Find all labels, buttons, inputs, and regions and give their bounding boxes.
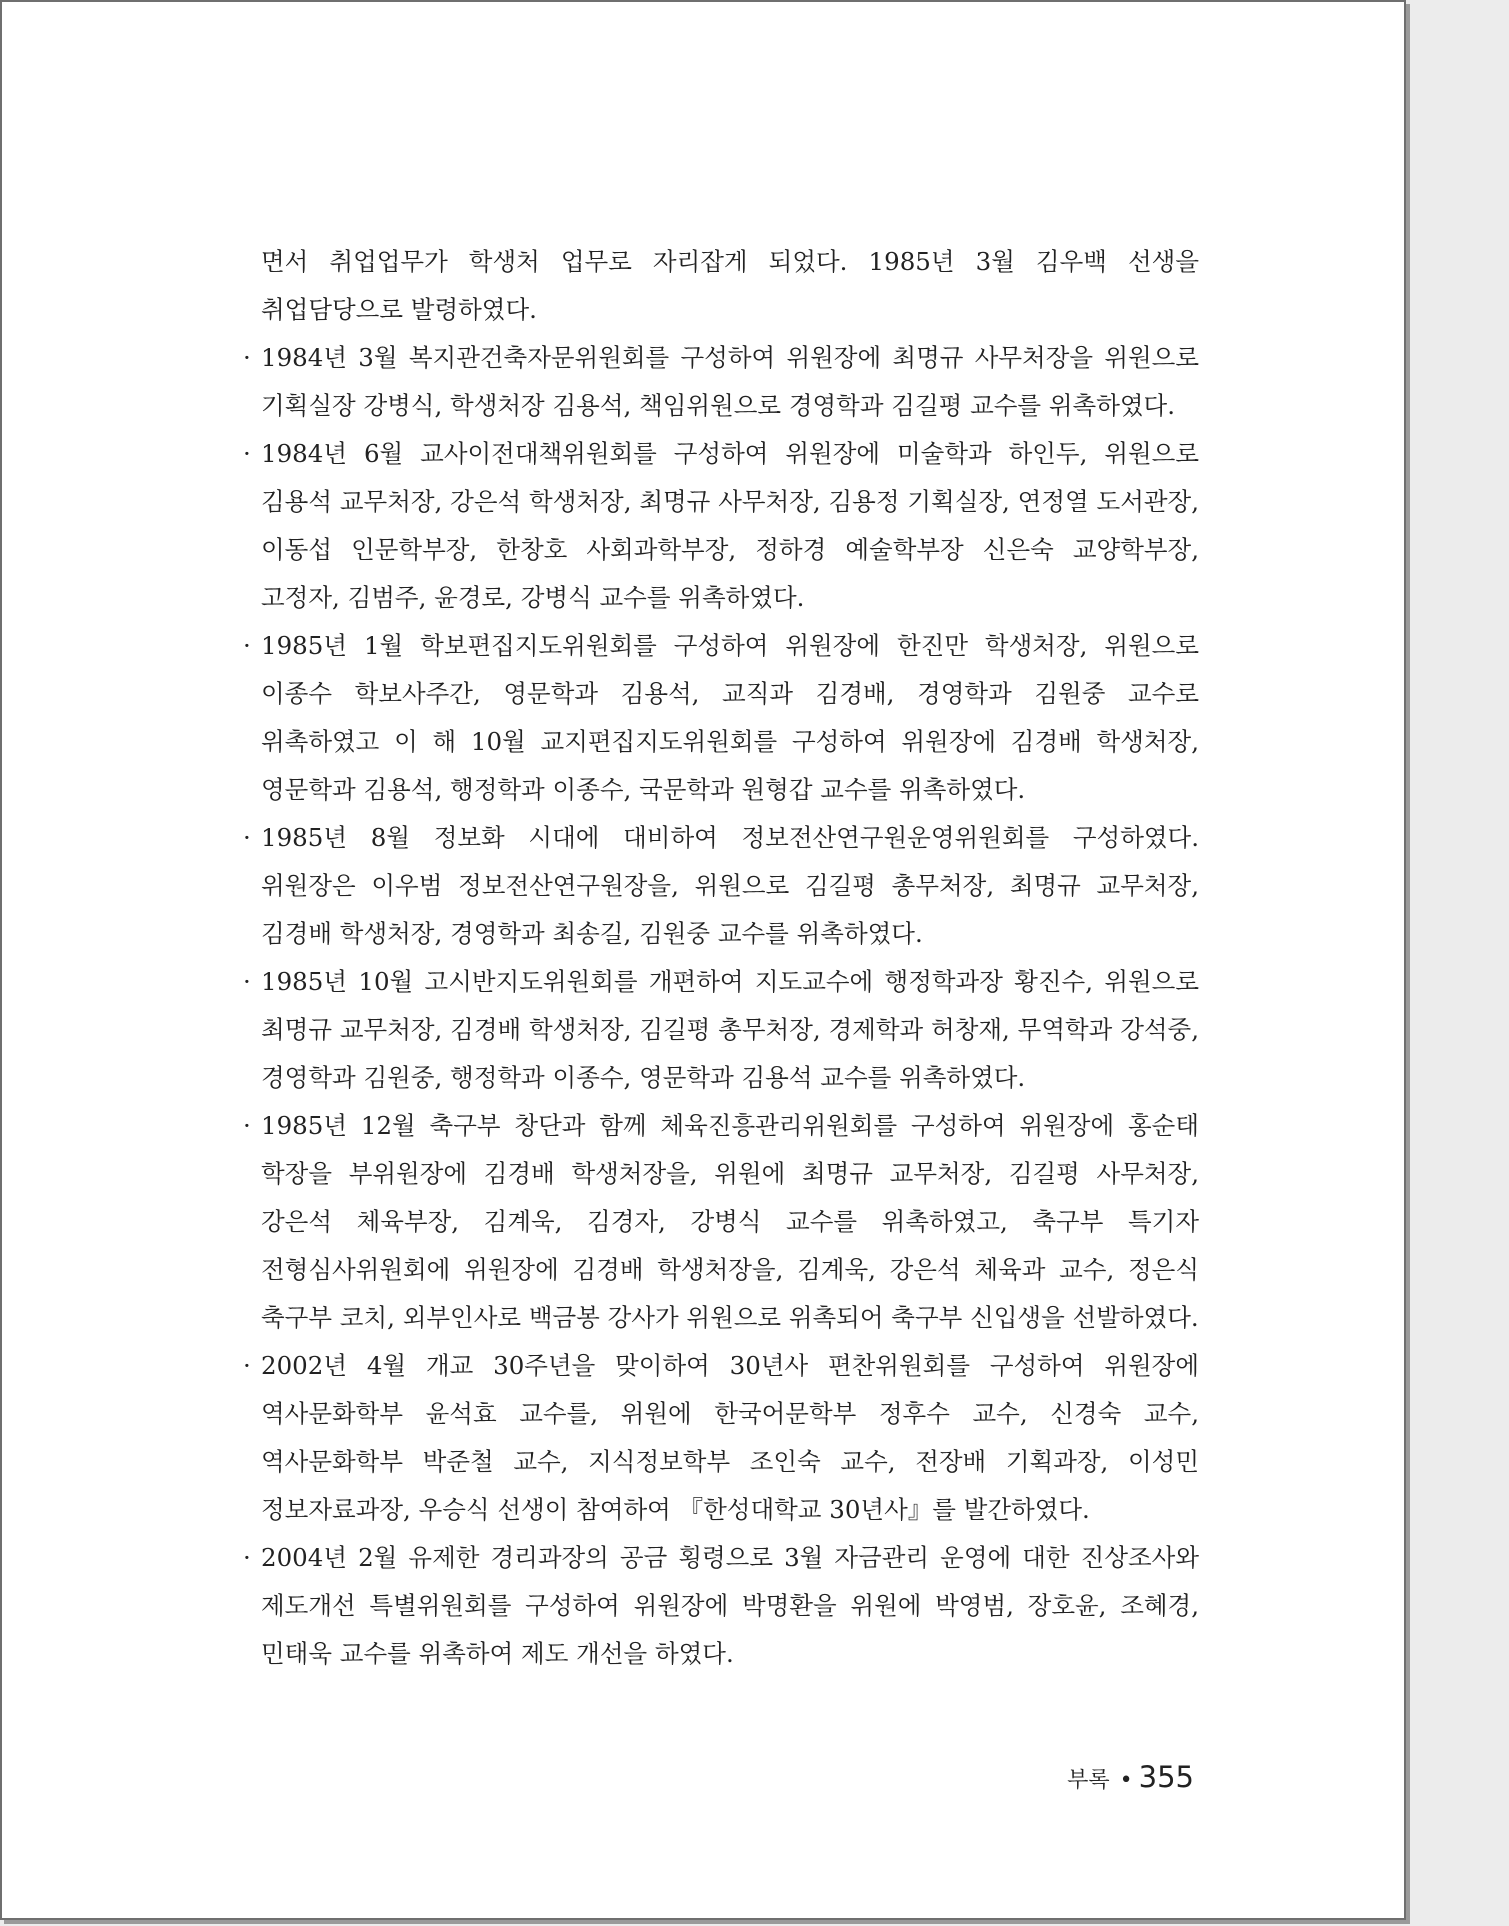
bullet-icon: · — [243, 967, 251, 996]
list-item-text: 2004년 2월 유제한 경리과장의 공금 횡령으로 3월 자금관리 운영에 대한 진상조사와 제도개선 특별위원회를 구성하여 위원장에 박명환을 위원에 박영범, 장호윤, 조혜경, 민태욱 교수를 위촉하여 제도 개선을 하였다. — [261, 1543, 1199, 1668]
bullet-icon: · — [243, 631, 251, 660]
list-item-text: 1984년 3월 복지관건축자문위원회를 구성하여 위원장에 최명규 사무처장을 위원으로 기획실장 강병식, 학생처장 김용석, 책임위원으로 경영학과 김길평 교수를 위촉하였다. — [261, 343, 1199, 420]
page-footer — [1067, 1760, 1194, 1794]
intro-continuation: 면서 취업업무가 학생처 업무로 자리잡게 되었다. 1985년 3월 김우백 선생을 취업담당으로 발령하였다. — [261, 247, 1199, 324]
list-item — [241, 334, 1199, 430]
list-item — [241, 430, 1199, 622]
bullet-icon: · — [243, 823, 251, 852]
list-item — [241, 958, 1199, 1102]
footer-separator: • — [1119, 1768, 1133, 1793]
bullet-icon: · — [243, 1111, 251, 1140]
page-number: 355 — [1138, 1760, 1194, 1794]
bullet-icon: · — [243, 1543, 251, 1572]
list-item — [241, 622, 1199, 814]
list-item-text: 1985년 1월 학보편집지도위원회를 구성하여 위원장에 한진만 학생처장, 위원으로 이종수 학보사주간, 영문학과 김용석, 교직과 김경배, 경영학과 김원중 교수로 위촉하였고 이 해 10월 교지편집지도위원회를 구성하여 위원장에 김경배 학생처장, 영문학과 김용석, 행정학과 이종수, 국문학과 원형갑 교수를 위촉하였다. — [261, 631, 1199, 804]
list-item-text: 1985년 10월 고시반지도위원회를 개편하여 지도교수에 행정학과장 황진수, 위원으로 최명규 교무처장, 김경배 학생처장, 김길평 총무처장, 경제학과 허창재, 무역학과 강석중, 경영학과 김원중, 행정학과 이종수, 영문학과 김용석 교수를 위촉하였다. — [261, 967, 1199, 1092]
list-item-text: 1985년 8월 정보화 시대에 대비하여 정보전산연구원운영위원회를 구성하였다. 위원장은 이우범 정보전산연구원장을, 위원으로 김길평 총무처장, 최명규 교무처장, 김경배 학생처장, 경영학과 최송길, 김원중 교수를 위촉하였다. — [261, 823, 1199, 948]
list-item — [241, 1534, 1199, 1678]
list-item — [241, 1102, 1199, 1342]
list-item-text: 1985년 12월 축구부 창단과 함께 체육진흥관리위원회를 구성하여 위원장에 홍순태 학장을 부위원장에 김경배 학생처장을, 위원에 최명규 교무처장, 김길평 사무처장, 강은석 체육부장, 김계욱, 김경자, 강병식 교수를 위촉하였고, 축구부 특기자 전형심사위원회에 위원장에 김경배 학생처장을, 김계욱, 강은석 체육과 교수, 정은식 축구부 코치, 외부인사로 백금봉 강사가 위원으로 위촉되어 축구부 신입생을 선발하였다. — [261, 1111, 1199, 1332]
bullet-icon: · — [243, 343, 251, 372]
list-item-text: 1984년 6월 교사이전대책위원회를 구성하여 위원장에 미술학과 하인두, 위원으로 김용석 교무처장, 강은석 학생처장, 최명규 사무처장, 김용정 기획실장, 연정열 도서관장, 이동섭 인문학부장, 한창호 사회과학부장, 정하경 예술학부장 신은숙 교양학부장, 고정자, 김범주, 윤경로, 강병식 교수를 위촉하였다. — [261, 439, 1199, 612]
list-item-text: 2002년 4월 개교 30주년을 맞이하여 30년사 편찬위원회를 구성하여 위원장에 역사문화학부 윤석효 교수를, 위원에 한국어문학부 정후수 교수, 신경숙 교수, 역사문화학부 박준철 교수, 지식정보학부 조인숙 교수, 전장배 기획과장, 이성민 정보자료과장, 우승식 선생이 참여하여 『한성대학교 30년사』를 발간하였다. — [261, 1351, 1199, 1524]
page-body — [241, 238, 1199, 1678]
list-item — [241, 814, 1199, 958]
bullet-icon: · — [243, 1351, 251, 1380]
bullet-icon: · — [243, 439, 251, 468]
list-item — [241, 1342, 1199, 1534]
footer-section-label: 부록 — [1067, 1768, 1110, 1793]
